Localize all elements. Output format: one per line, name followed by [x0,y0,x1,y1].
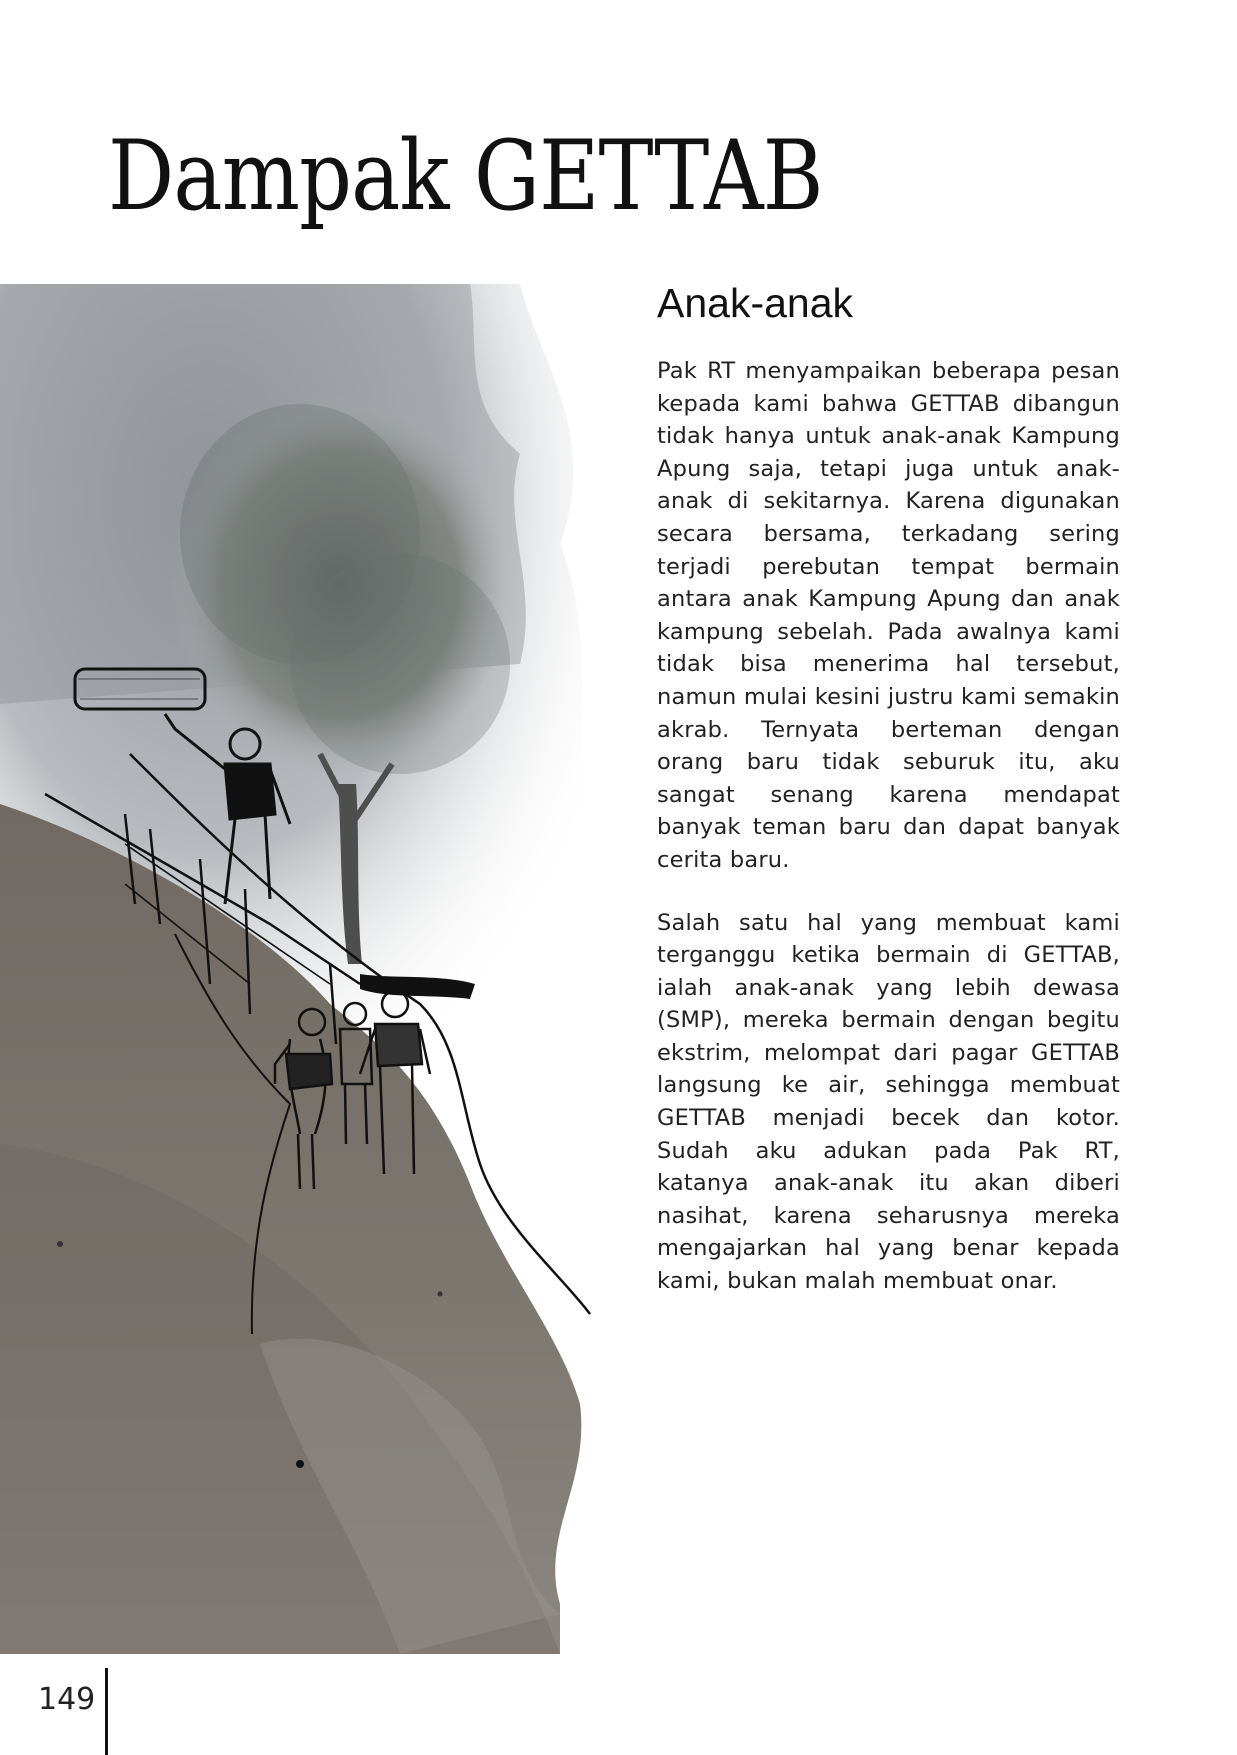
article-section [657,280,1120,1328]
page-number-divider [105,1668,108,1755]
paragraph-2: Salah satu hal yang membuat kami terganggu ketika bermain di GETTAB, ialah anak-anak yang lebih dewasa (SMP), mereka bermain dengan begitu ekstrim, melompat dari pagar GETTAB langsung ke air, sehingga membuat GETTAB menjadi becek dan kotor. Sudah aku adukan pada Pak RT, katanya anak-anak itu akan diberi nasihat, karena seharusnya mereka mengajarkan hal yang benar kepada kami, bukan malah membuat onar. [657,909,1120,1295]
paragraph-1: Pak RT menyampaikan beberapa pesan kepada kami bahwa GETTAB dibangun tidak hanya untuk anak-anak Kampung Apung saja, tetapi juga untuk anak-anak di sekitarnya. Karena digunakan secara bersama, terkadang sering terjadi perebutan tempat bermain antara anak Kampung Apung dan anak kampung sebelah. Pada awalnya kami tidak bisa menerima hal tersebut, namun mulai kesini justru kami semakin akrab. Ternyata berteman dengan orang baru tidak seburuk itu, aku sangat senang karena mendapat banyak teman baru dan dapat banyak cerita baru. [657,358,1120,873]
section-heading: Anak-anak [657,280,854,326]
page-number: 149 [38,1682,96,1717]
sketch-illustration [0,284,600,1654]
page-title: Dampak GETTAB [108,120,823,232]
